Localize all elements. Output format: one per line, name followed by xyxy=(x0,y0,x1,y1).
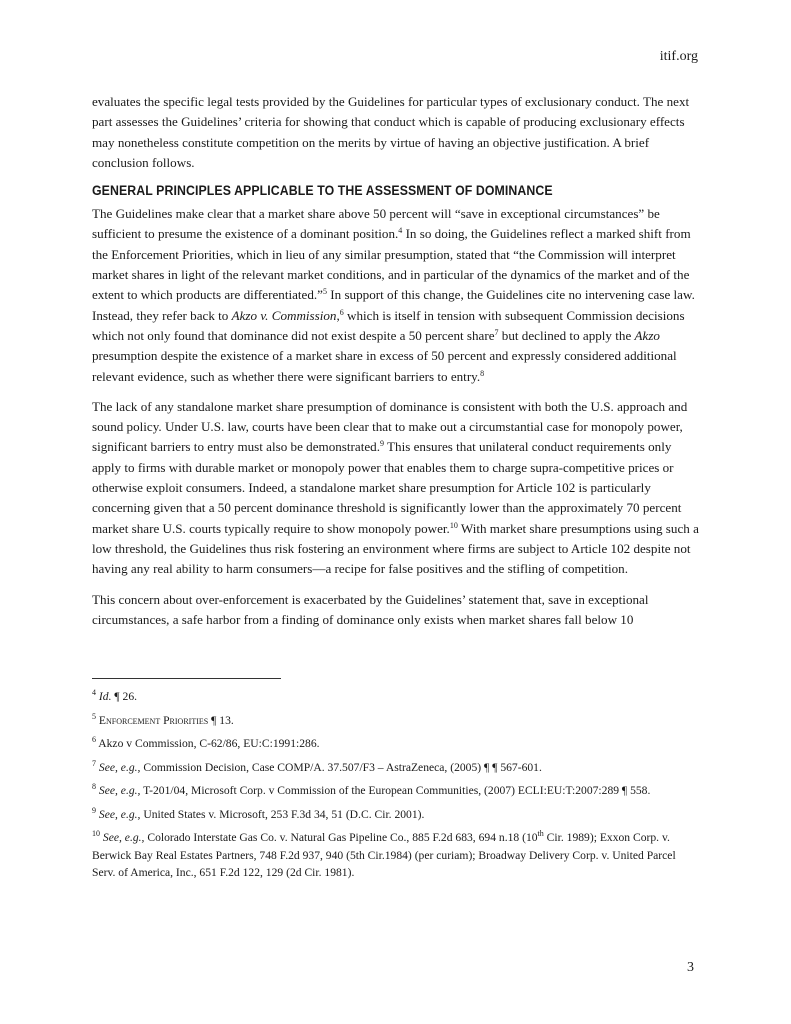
paragraph-2 xyxy=(92,397,701,580)
footnote-text: United States v. Microsoft, 253 F.3d 34, 51 (D.C. Cir. 2001). xyxy=(140,807,425,821)
p2-text-2: This ensures that unilateral conduct requirements only apply to firms with durable market or monopoly power that enables them to charge supra-competitive prices or otherwise exploit consumers. Indeed, a standalone market share presumption for Article 102 is particularly concerning given that a 50 percent dominance threshold is significantly lower than the approximately 70 percent market share U.S. courts typically require to show monopoly power. xyxy=(92,439,682,536)
p1-text-7: presumption despite the existence of a market share in excess of 50 percent and expressly considered additional relevant evidence, such as whether there were significant barriers to entry. xyxy=(92,348,677,384)
footnote-number: 7 xyxy=(92,758,96,768)
citation-signal: See, e.g., xyxy=(98,784,141,797)
p1-text-3: In support of this change, the Guidelines cite no intervening case law. Instead, they refer back to xyxy=(92,287,695,323)
footnote-6 xyxy=(92,735,701,753)
footnote-text: T-201/04, Microsoft Corp. v Commission of the European Communities, (2007) ECLI:EU:T:2007:289 ¶ 558. xyxy=(140,784,651,797)
p1-text-2: In so doing, the Guidelines reflect a marked shift from the Enforcement Priorities, which in lieu of any similar presumption, stated that “the Commission will interpret market shares in light of the relevant market conditions, and in particular of the dynamics of the market and of the extent to which products are differentiated.” xyxy=(92,226,691,303)
citation-signal: See, e.g., xyxy=(98,760,141,774)
source-title: Enforcement Priorities xyxy=(98,713,209,727)
footnote-number: 4 xyxy=(92,688,96,697)
footnote-ref-5[interactable]: 5 xyxy=(323,287,327,297)
footnote-text: Akzo v Commission, C-62/86, EU:C:1991:286. xyxy=(98,737,320,750)
footnote-5 xyxy=(92,712,701,730)
site-header: itif.org xyxy=(659,49,698,64)
footnote-ref-8[interactable]: 8 xyxy=(480,368,485,378)
footnote-text: Commission Decision, Case COMP/A. 37.507/F3 – AstraZeneca, (2005) ¶ ¶ 567-601. xyxy=(140,760,542,774)
paragraph-1 xyxy=(92,204,701,387)
footnote-4 xyxy=(92,688,701,706)
paragraph-3: This concern about over-enforcement is exacerbated by the Guidelines’ statement that, save in exceptional circumstances, a safe harbor from a finding of dominance only exists when market shares fall below 10 xyxy=(92,591,649,627)
footnote-ref-10[interactable]: 10 xyxy=(449,520,458,530)
p1-text-4: , xyxy=(336,307,340,323)
footnote-7 xyxy=(92,759,701,777)
footnote-ref-6[interactable]: 6 xyxy=(339,307,344,317)
footnote-text: ¶ 26. xyxy=(111,690,138,703)
footnote-number: 5 xyxy=(92,711,96,721)
p2-text-1: The lack of any standalone market share presumption of dominance is consistent with both the U.S. approach and sound policy. Under U.S. law, courts have been clear that to make out a circumstantial case for monopoly power, significant barriers to entry must also be demonstrated. xyxy=(92,398,688,455)
citation-signal: See, e.g., xyxy=(102,831,145,844)
footnote-number: 10 xyxy=(92,829,100,838)
main-content xyxy=(92,92,701,630)
p1-text-6: but declined to apply the xyxy=(498,327,635,343)
section-heading: GENERAL PRINCIPLES APPLICABLE TO THE ASSESSMENT OF DOMINANCE xyxy=(92,183,553,199)
p1-text-1: The Guidelines make clear that a market share above 50 percent will “save in exceptional circumstances” be sufficient to presume the existence of a dominant position. xyxy=(92,206,660,242)
footnote-10 xyxy=(92,829,701,882)
footnote-number: 8 xyxy=(92,782,96,791)
footnote-ref-9[interactable]: 9 xyxy=(380,439,384,449)
footnote-9 xyxy=(92,806,701,824)
citation-signal: See, e.g., xyxy=(98,807,141,821)
page-number: 3 xyxy=(687,960,694,975)
footnote-number: 6 xyxy=(92,735,96,744)
p2-text-3: With market share presumptions using such a low threshold, the Guidelines thus risk fostering an environment where firms are subject to Article 102 despite not having any real ability to harm consumers—a recipe for false positives and the stifling of competition. xyxy=(92,520,699,577)
case-name-akzo-short: Akzo xyxy=(634,327,660,343)
footnote-divider xyxy=(92,678,281,679)
intro-paragraph: evaluates the specific legal tests provided by the Guidelines for particular types of exclusionary conduct. The next part assesses the Guidelines’ criteria for showing that conduct which is capable of producing exclusionary effects may nonetheless constitute competition on the merits by virtue of having an objective justification. A brief conclusion follows. xyxy=(92,94,690,170)
p1-text-5: which is itself in tension with subsequent Commission decisions which not only found that dominance did not exist despite a 50 percent share xyxy=(92,307,685,343)
footnote-8 xyxy=(92,782,701,800)
footnote-ref-4[interactable]: 4 xyxy=(398,226,403,236)
footnote-number: 9 xyxy=(92,805,96,815)
footnote-text: Colorado Interstate Gas Co. v. Natural Gas Pipeline Co., 885 F.2d 683, 694 n.18 (10 xyxy=(144,831,538,844)
footnote-text: Cir. 1989); Exxon Corp. v. Berwick Bay Real Estates Partners, 748 F.2d 937, 940 (5th Cir.1984) (per curiam); Broadway Delivery Corp. v. United Parcel Serv. of America, Inc., 651 F.2d 122, 129 (2d Cir. 1981). xyxy=(92,831,676,879)
case-name-akzo: Akzo v. Commission xyxy=(231,307,337,323)
citation-signal: Id. xyxy=(98,690,112,703)
ordinal-suffix: th xyxy=(537,829,544,838)
footnote-text: ¶ 13. xyxy=(208,713,234,727)
footnote-ref-7[interactable]: 7 xyxy=(494,327,499,337)
footnotes xyxy=(92,688,701,888)
